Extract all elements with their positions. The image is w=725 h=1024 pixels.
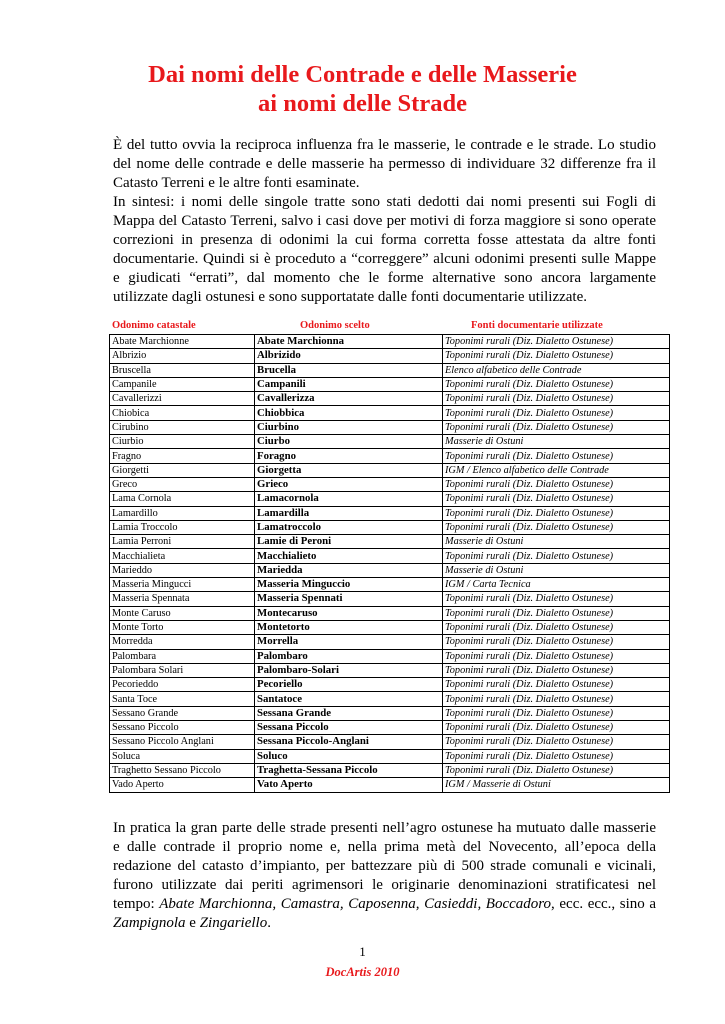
cell-odonimo-catastale: Bruscella	[110, 363, 255, 377]
table-row	[110, 463, 670, 477]
cell-odonimo-scelto: Lamardilla	[255, 506, 443, 520]
document-title-line-1: Dai nomi delle Contrade e delle Masserie	[148, 61, 577, 88]
closing-text-d: .	[267, 915, 271, 931]
cell-fonte-documentaria: Toponimi rurali (Diz. Dialetto Ostunese)	[443, 492, 670, 506]
table-row	[110, 363, 670, 377]
cell-odonimo-scelto: Grieco	[255, 477, 443, 491]
table-header-catastale: Odonimo catastale	[112, 320, 196, 331]
cell-odonimo-catastale: Lamia Perroni	[110, 535, 255, 549]
page-number: 1	[359, 944, 366, 959]
cell-fonte-documentaria: Toponimi rurali (Diz. Dialetto Ostunese)	[443, 549, 670, 563]
cell-fonte-documentaria: Toponimi rurali (Diz. Dialetto Ostunese)	[443, 335, 670, 349]
cell-fonte-documentaria: Toponimi rurali (Diz. Dialetto Ostunese)	[443, 592, 670, 606]
closing-italic-names: Abate Marchionna, Camastra, Caposenna, Casieddi, Boccadoro	[159, 896, 552, 912]
cell-odonimo-scelto: Cavallerizza	[255, 392, 443, 406]
cell-fonte-documentaria: Toponimi rurali (Diz. Dialetto Ostunese)	[443, 377, 670, 391]
table-row	[110, 606, 670, 620]
table-row	[110, 620, 670, 634]
table-row	[110, 778, 670, 792]
cell-odonimo-catastale: Traghetto Sessano Piccolo	[110, 763, 255, 777]
cell-odonimo-catastale: Chiobica	[110, 406, 255, 420]
closing-italic-zingariello: Zingariello	[199, 915, 268, 931]
cell-odonimo-scelto: Lamie di Peroni	[255, 535, 443, 549]
table-row	[110, 692, 670, 706]
closing-italic-zampignola: Zampignola	[113, 915, 186, 931]
table-row	[110, 592, 670, 606]
cell-odonimo-scelto: Pecoriello	[255, 678, 443, 692]
cell-odonimo-scelto: Ciurbino	[255, 420, 443, 434]
cell-fonte-documentaria: Toponimi rurali (Diz. Dialetto Ostunese)	[443, 449, 670, 463]
cell-odonimo-scelto: Giorgetta	[255, 463, 443, 477]
table-row	[110, 406, 670, 420]
cell-odonimo-catastale: Giorgetti	[110, 463, 255, 477]
table-row	[110, 449, 670, 463]
cell-fonte-documentaria: Toponimi rurali (Diz. Dialetto Ostunese)	[443, 506, 670, 520]
document-title-line-2: ai nomi delle Strade	[258, 90, 467, 117]
cell-odonimo-catastale: Morredda	[110, 635, 255, 649]
intro-paragraph	[113, 136, 656, 307]
cell-odonimo-scelto: Foragno	[255, 449, 443, 463]
table-row	[110, 578, 670, 592]
table-row	[110, 335, 670, 349]
table-row	[110, 549, 670, 563]
cell-odonimo-catastale: Ciurbio	[110, 435, 255, 449]
cell-odonimo-catastale: Cirubino	[110, 420, 255, 434]
cell-odonimo-scelto: Sessana Piccolo	[255, 721, 443, 735]
cell-odonimo-catastale: Monte Torto	[110, 620, 255, 634]
cell-odonimo-catastale: Fragno	[110, 449, 255, 463]
cell-fonte-documentaria: Toponimi rurali (Diz. Dialetto Ostunese)	[443, 763, 670, 777]
table-row	[110, 635, 670, 649]
table-row	[110, 377, 670, 391]
cell-odonimo-scelto: Mariedda	[255, 563, 443, 577]
cell-fonte-documentaria: Toponimi rurali (Diz. Dialetto Ostunese)	[443, 649, 670, 663]
table-row	[110, 735, 670, 749]
closing-text-a: In pratica la gran parte delle strade presenti nell’agro ostunese ha mutuato dalle masserie e dalle contrade il proprio nome e, nella prima metà del Novecento, all’epoca della redazione del catasto d’impianto, per battezzare più di 500 strade comunali e vicinali, furono utilizzate dai periti agrimensori le originarie denominazioni stratificatesi nel tempo:	[113, 820, 656, 912]
footer-docartis: DocArtis 2010	[325, 965, 400, 979]
cell-odonimo-catastale: Monte Caruso	[110, 606, 255, 620]
cell-odonimo-catastale: Palombara Solari	[110, 663, 255, 677]
cell-fonte-documentaria: Toponimi rurali (Diz. Dialetto Ostunese)	[443, 749, 670, 763]
cell-odonimo-catastale: Lama Cornola	[110, 492, 255, 506]
cell-fonte-documentaria: Toponimi rurali (Diz. Dialetto Ostunese)	[443, 392, 670, 406]
cell-odonimo-scelto: Campanili	[255, 377, 443, 391]
cell-odonimo-scelto: Albrizido	[255, 349, 443, 363]
cell-odonimo-catastale: Sessano Piccolo	[110, 721, 255, 735]
table-row	[110, 678, 670, 692]
cell-fonte-documentaria: Toponimi rurali (Diz. Dialetto Ostunese)	[443, 406, 670, 420]
cell-fonte-documentaria: Toponimi rurali (Diz. Dialetto Ostunese)	[443, 706, 670, 720]
cell-odonimo-scelto: Sessana Grande	[255, 706, 443, 720]
table-row	[110, 763, 670, 777]
cell-fonte-documentaria: IGM / Elenco alfabetico delle Contrade	[443, 463, 670, 477]
table-header-scelto: Odonimo scelto	[300, 320, 370, 331]
cell-fonte-documentaria: Toponimi rurali (Diz. Dialetto Ostunese)	[443, 477, 670, 491]
odonimi-table-body	[110, 335, 670, 793]
cell-fonte-documentaria: Masserie di Ostuni	[443, 435, 670, 449]
table-row	[110, 392, 670, 406]
table-row	[110, 749, 670, 763]
cell-odonimo-scelto: Ciurbo	[255, 435, 443, 449]
cell-odonimo-scelto: Brucella	[255, 363, 443, 377]
cell-fonte-documentaria: Masserie di Ostuni	[443, 563, 670, 577]
closing-text-b: , ecc. ecc., sino a	[551, 896, 656, 912]
cell-odonimo-catastale: Cavallerizzi	[110, 392, 255, 406]
table-row	[110, 477, 670, 491]
cell-fonte-documentaria: Toponimi rurali (Diz. Dialetto Ostunese)	[443, 620, 670, 634]
cell-odonimo-catastale: Macchialieta	[110, 549, 255, 563]
cell-odonimo-scelto: Soluco	[255, 749, 443, 763]
closing-text-c: e	[185, 915, 200, 931]
cell-odonimo-catastale: Sessano Piccolo Anglani	[110, 735, 255, 749]
cell-odonimo-catastale: Masseria Mingucci	[110, 578, 255, 592]
intro-text-2: In sintesi: i nomi delle singole tratte sono stati dedotti dai nomi presenti sui Fogli di Mappa del Catasto Terreni, salvo i casi dove per motivi di forza maggiore si sono operate correzioni in presenza di odonimi la cui forma corretta fosse attestata da altre fonti documentarie. Quindi si è proceduto a “correggere” alcuni odonimi presenti sulle Mappe e giudicati “errati”, dal momento che le forme alternative sono ancora largamente utilizzate dagli ostunesi e sono supportatate dalle fonti documentarie utilizzate.	[113, 194, 656, 305]
cell-odonimo-scelto: Vato Aperto	[255, 778, 443, 792]
cell-fonte-documentaria: Toponimi rurali (Diz. Dialetto Ostunese)	[443, 520, 670, 534]
cell-odonimo-scelto: Traghetta-Sessana Piccolo	[255, 763, 443, 777]
cell-fonte-documentaria: IGM / Masserie di Ostuni	[443, 778, 670, 792]
cell-odonimo-catastale: Campanile	[110, 377, 255, 391]
cell-odonimo-scelto: Lamatroccolo	[255, 520, 443, 534]
cell-fonte-documentaria: Toponimi rurali (Diz. Dialetto Ostunese)	[443, 721, 670, 735]
cell-odonimo-catastale: Soluca	[110, 749, 255, 763]
cell-fonte-documentaria: Elenco alfabetico delle Contrade	[443, 363, 670, 377]
cell-odonimo-catastale: Palombara	[110, 649, 255, 663]
cell-odonimo-scelto: Montetorto	[255, 620, 443, 634]
table-row	[110, 492, 670, 506]
table-row	[110, 563, 670, 577]
cell-fonte-documentaria: Toponimi rurali (Diz. Dialetto Ostunese)	[443, 606, 670, 620]
table-row	[110, 663, 670, 677]
cell-odonimo-catastale: Lamia Troccolo	[110, 520, 255, 534]
cell-odonimo-catastale: Sessano Grande	[110, 706, 255, 720]
cell-odonimo-catastale: Masseria Spennata	[110, 592, 255, 606]
cell-fonte-documentaria: Toponimi rurali (Diz. Dialetto Ostunese)	[443, 349, 670, 363]
cell-odonimo-scelto: Chiobbica	[255, 406, 443, 420]
cell-odonimo-catastale: Albrizio	[110, 349, 255, 363]
cell-odonimo-catastale: Vado Aperto	[110, 778, 255, 792]
cell-odonimo-catastale: Pecorieddo	[110, 678, 255, 692]
cell-odonimo-scelto: Montecaruso	[255, 606, 443, 620]
cell-odonimo-scelto: Santatoce	[255, 692, 443, 706]
cell-fonte-documentaria: Masserie di Ostuni	[443, 535, 670, 549]
cell-fonte-documentaria: Toponimi rurali (Diz. Dialetto Ostunese)	[443, 692, 670, 706]
cell-fonte-documentaria: IGM / Carta Tecnica	[443, 578, 670, 592]
cell-odonimo-scelto: Macchialieto	[255, 549, 443, 563]
table-row	[110, 649, 670, 663]
table-row	[110, 435, 670, 449]
cell-odonimo-scelto: Masseria Minguccio	[255, 578, 443, 592]
intro-text-1: È del tutto ovvia la reciproca influenza fra le masserie, le contrade e le strade. Lo studio del nome delle contrade e delle masserie ha permesso di individuare 32 differenze fra il Catasto Terreni e le altre fonti esaminate.	[113, 137, 656, 191]
cell-fonte-documentaria: Toponimi rurali (Diz. Dialetto Ostunese)	[443, 635, 670, 649]
cell-odonimo-catastale: Abate Marchionne	[110, 335, 255, 349]
cell-fonte-documentaria: Toponimi rurali (Diz. Dialetto Ostunese)	[443, 678, 670, 692]
closing-paragraph	[113, 819, 656, 933]
cell-odonimo-scelto: Abate Marchionna	[255, 335, 443, 349]
cell-odonimo-scelto: Sessana Piccolo-Anglani	[255, 735, 443, 749]
cell-odonimo-scelto: Masseria Spennati	[255, 592, 443, 606]
table-row	[110, 420, 670, 434]
cell-odonimo-catastale: Santa Toce	[110, 692, 255, 706]
odonimi-table	[109, 334, 670, 793]
cell-odonimo-scelto: Palombaro-Solari	[255, 663, 443, 677]
cell-fonte-documentaria: Toponimi rurali (Diz. Dialetto Ostunese)	[443, 420, 670, 434]
cell-odonimo-scelto: Morrella	[255, 635, 443, 649]
table-row	[110, 706, 670, 720]
cell-fonte-documentaria: Toponimi rurali (Diz. Dialetto Ostunese)	[443, 735, 670, 749]
table-row	[110, 721, 670, 735]
table-row	[110, 520, 670, 534]
cell-odonimo-scelto: Palombaro	[255, 649, 443, 663]
cell-odonimo-catastale: Greco	[110, 477, 255, 491]
table-row	[110, 535, 670, 549]
cell-fonte-documentaria: Toponimi rurali (Diz. Dialetto Ostunese)	[443, 663, 670, 677]
cell-odonimo-catastale: Lamardillo	[110, 506, 255, 520]
table-header-fonti: Fonti documentarie utilizzate	[471, 320, 603, 331]
cell-odonimo-catastale: Marieddo	[110, 563, 255, 577]
table-row	[110, 506, 670, 520]
table-row	[110, 349, 670, 363]
cell-odonimo-scelto: Lamacornola	[255, 492, 443, 506]
